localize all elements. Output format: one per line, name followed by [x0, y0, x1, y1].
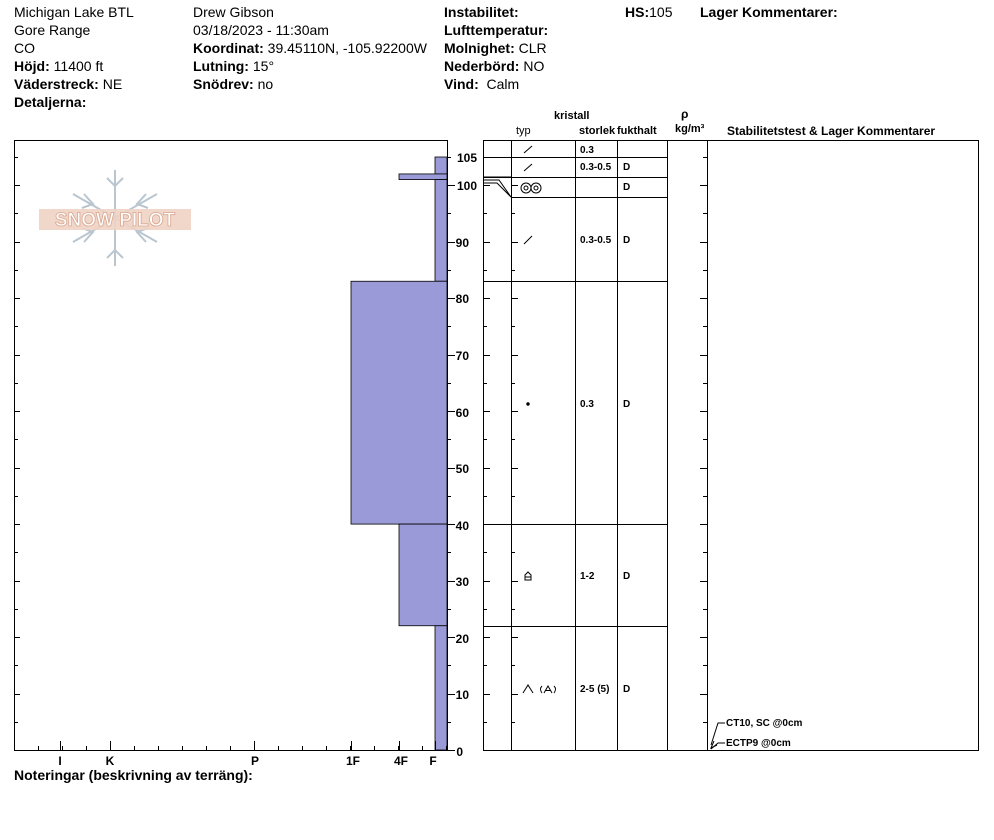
depth-label-70: 70 [455, 349, 469, 363]
melt-forms-icon [521, 183, 541, 193]
depth-label-30: 30 [455, 575, 469, 589]
hardness-label-1f: 1F [345, 754, 361, 768]
depth-hoar-icon [523, 685, 556, 693]
size-header: storlek [579, 125, 616, 137]
layer-comments-label: Lager Kommentarer: [700, 4, 838, 20]
elevation-label: Höjd: [14, 58, 50, 74]
mountain-range: Gore Range [14, 22, 91, 38]
layer-3-moisture: D [623, 182, 631, 193]
depth-label-0: 0 [456, 745, 463, 759]
stability-leaders [711, 723, 725, 749]
hardness-label-k: K [105, 754, 115, 768]
details-label: Detaljerna: [14, 94, 87, 110]
drift-label: Snödrev: [193, 76, 254, 92]
crystal-symbols [521, 146, 556, 693]
hardness-label-i: I [58, 754, 62, 768]
depth-label-40: 40 [455, 519, 469, 533]
layer-5-moisture: D [623, 399, 631, 410]
hs-value: 105 [649, 4, 673, 20]
state: CO [14, 40, 35, 56]
layer-2-size: 0.3-0.5 [580, 162, 612, 173]
hardness-segment [435, 626, 447, 750]
stability-test-2: ECTP9 @0cm [726, 738, 791, 749]
decomposing-fragments-icon [524, 146, 532, 153]
location-name: Michigan Lake BTL [14, 4, 134, 20]
depth-label-80: 80 [455, 292, 469, 306]
precip-value: NO [523, 58, 545, 74]
elevation-value: 11400 ft [53, 58, 104, 74]
moisture-header: fukthalt [617, 125, 657, 137]
decomposing-fragments-icon [524, 236, 532, 244]
layer-1-size: 0.3 [580, 145, 594, 156]
hardness-segment [399, 174, 447, 180]
layer-4-moisture: D [623, 235, 631, 246]
hardness-segment [399, 524, 447, 626]
instability-label: Instabilitet: [444, 4, 519, 20]
notes-label: Noteringar (beskrivning av terräng): [14, 767, 253, 783]
hardness-axis-ticks [39, 741, 447, 750]
density-unit-header: kg/m³ [675, 123, 705, 135]
depth-label-10: 10 [455, 688, 469, 702]
slope-value: 15° [252, 58, 275, 74]
sky-value: CLR [518, 40, 547, 56]
depth-label-105: 105 [456, 151, 477, 165]
type-header: typ [516, 125, 531, 137]
snowpilot-logo [39, 170, 191, 266]
aspect-label: Väderstreck: [14, 76, 99, 92]
layer-6-moisture: D [623, 571, 631, 582]
hardness-label-f: F [429, 754, 437, 768]
hardness-label-p: P [250, 754, 260, 768]
layer-7-size: 2-5 (5) [580, 684, 610, 695]
layer-6-size: 1-2 [580, 571, 595, 582]
depth-label-50: 50 [455, 462, 469, 476]
aspect-value: NE [102, 76, 123, 92]
observer: Drew Gibson [193, 4, 274, 20]
slope-label: Lutning: [193, 58, 249, 74]
hardness-segment [435, 157, 447, 174]
layer-5-size: 0.3 [580, 399, 594, 410]
table-depth-ticks [483, 158, 707, 751]
hardness-bars [351, 157, 447, 750]
faceted-crystals-icon [525, 572, 531, 580]
coordinate-value: 39.45110N, -105.92200W [267, 40, 427, 56]
hardness-label-4f: 4F [393, 754, 409, 768]
depth-label-60: 60 [455, 406, 469, 420]
coordinate-label: Koordinat: [193, 40, 264, 56]
depth-label-100: 100 [456, 179, 477, 193]
rho-header: ρ [681, 107, 689, 121]
depth-axis-labels [456, 151, 478, 759]
layer-2-moisture: D [623, 162, 631, 173]
stability-test-1: CT10, SC @0cm [726, 718, 803, 729]
decomposing-fragments-icon [524, 164, 532, 171]
hardness-segment [351, 281, 447, 524]
sky-label: Molnighet: [444, 40, 515, 56]
wind-label: Vind: [444, 76, 479, 92]
rounded-grains-icon [527, 403, 529, 405]
datetime: 03/18/2023 - 11:30am [193, 22, 329, 38]
airtemp-label: Lufttemperatur: [444, 22, 549, 38]
stability-header: Stabilitetstest & Lager Kommentarer [727, 124, 936, 138]
wind-value: Calm [486, 76, 520, 92]
hs-label: HS: [625, 4, 650, 20]
drift-value: no [257, 76, 274, 92]
layer-4-size: 0.3-0.5 [580, 235, 612, 246]
depth-label-20: 20 [455, 632, 469, 646]
layer-7-moisture: D [623, 684, 631, 695]
depth-label-90: 90 [455, 236, 469, 250]
hardness-segment [435, 180, 447, 282]
depth-axis-ticks [447, 158, 455, 751]
hardness-axis-labels [58, 754, 436, 768]
layer-table [483, 140, 979, 751]
precip-label: Nederbörd: [444, 58, 520, 74]
crystal-header: kristall [554, 110, 590, 122]
logo-text: SNOW PILOT [54, 210, 176, 231]
